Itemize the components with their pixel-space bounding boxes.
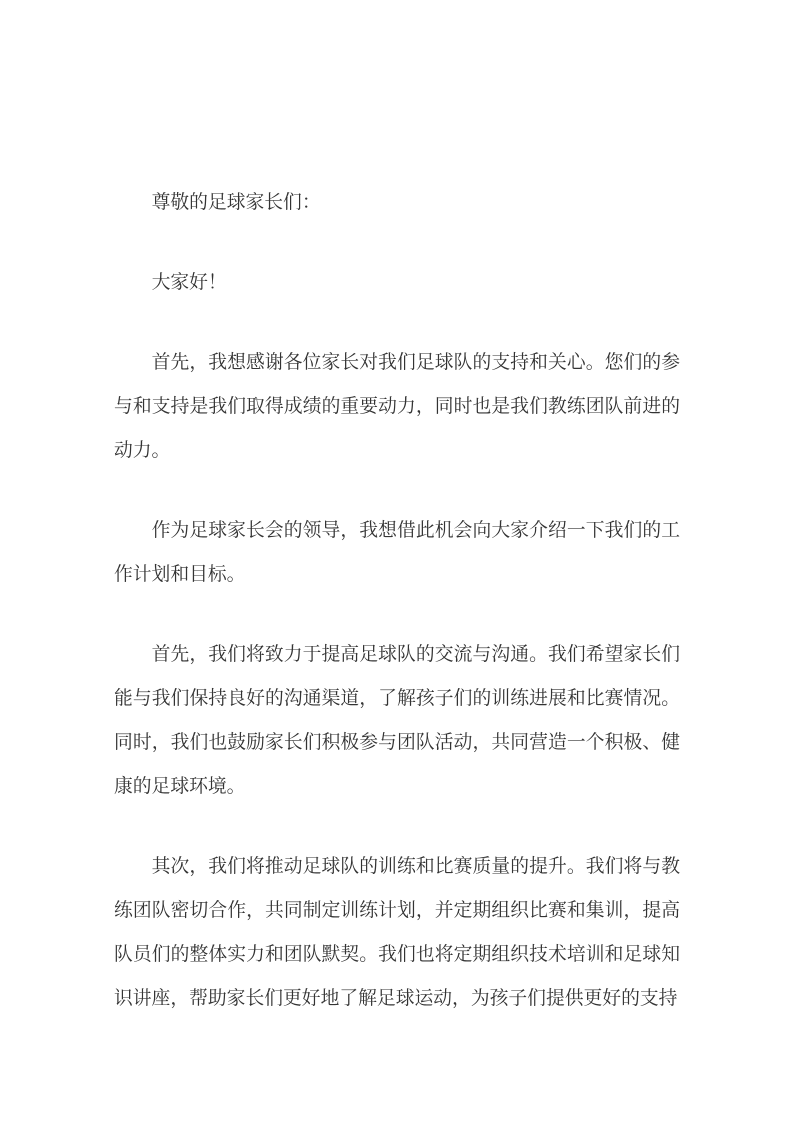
- letter-paragraph-thanks: 首先，我想感谢各位家长对我们足球队的支持和关心。您们的参与和支持是我们取得成绩的重要动力，同时也是我们教练团队前进的动力。: [114, 352, 680, 461]
- letter-paragraph-intro: 作为足球家长会的领导，我想借此机会向大家介绍一下我们的工作计划和目标。: [114, 520, 680, 585]
- letter-paragraph-communication: 首先，我们将致力于提高足球队的交流与沟通。我们希望家长们能与我们保持良好的沟通渠道，了解孩子们的训练进展和比赛情况。同时，我们也鼓励家长们积极参与团队活动，共同营造一个积极、健康的足球环境。: [114, 644, 680, 797]
- letter-paragraph-training: 其次，我们将推动足球队的训练和比赛质量的提升。我们将与教练团队密切合作，共同制定训练计划，并定期组织比赛和集训，提高队员们的整体实力和团队默契。我们也将定期组织技术培训和足球知识讲座，帮助家长们更好地了解足球运动，为孩子们提供更好的支持: [114, 856, 680, 1009]
- letter-body: [114, 181, 680, 1021]
- letter-greeting: 大家好！: [151, 272, 227, 293]
- letter-salutation: 尊敬的足球家长们：: [151, 192, 321, 213]
